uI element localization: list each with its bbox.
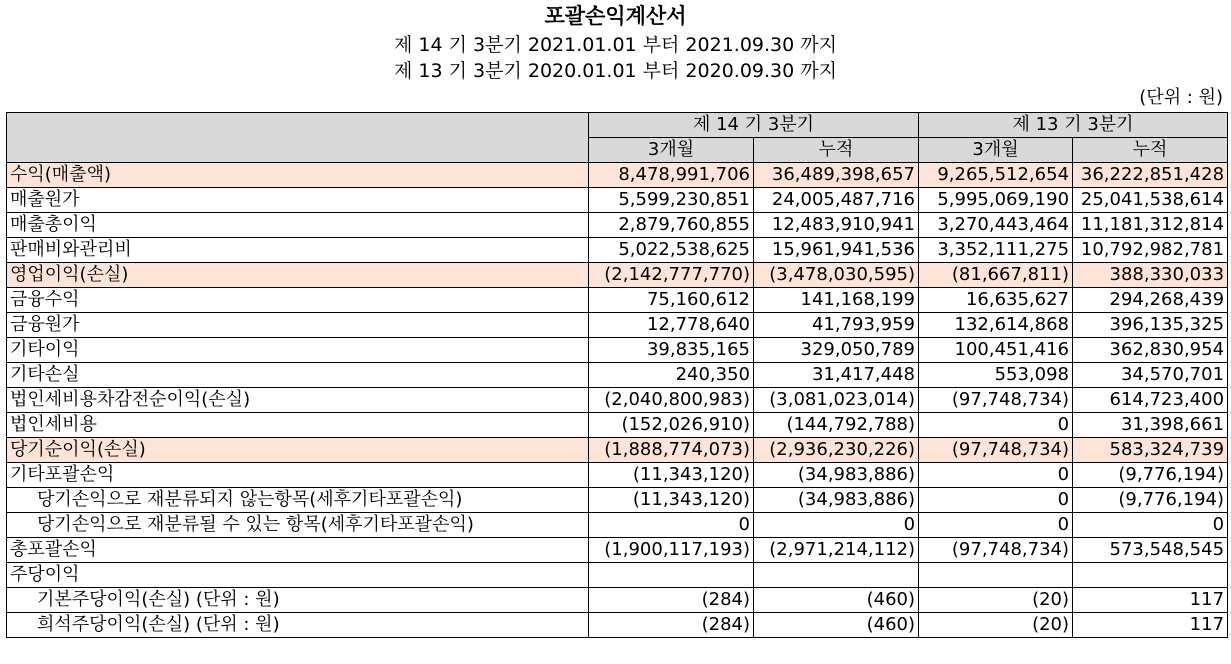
value-prior-3m: 0 (919, 413, 1073, 438)
value-prior-cumulative: (9,776,194) (1073, 488, 1228, 513)
value-current-cumulative: (3,081,023,014) (754, 388, 919, 413)
value-prior-3m: 5,995,069,190 (919, 188, 1073, 213)
row-label: 기타포괄손익 (7, 463, 589, 488)
value-current-3m: (284) (589, 588, 754, 613)
value-prior-3m: 553,098 (919, 363, 1073, 388)
value-current-cumulative: (2,971,214,112) (754, 538, 919, 563)
value-current-cumulative: 141,168,199 (754, 288, 919, 313)
value-current-3m: (284) (589, 613, 754, 638)
value-prior-cumulative: 0 (1073, 513, 1228, 538)
header-prior-cumulative: 누적 (1073, 138, 1228, 163)
row-label: 주당이익 (7, 563, 589, 588)
value-current-cumulative (754, 563, 919, 588)
value-prior-3m: 132,614,868 (919, 313, 1073, 338)
value-prior-cumulative: (9,776,194) (1073, 463, 1228, 488)
header-current-cumulative: 누적 (754, 138, 919, 163)
row-label: 수익(매출액) (7, 163, 589, 188)
statement-body (7, 163, 1228, 638)
row-label: 기타손실 (7, 363, 589, 388)
table-row (7, 288, 1228, 313)
value-prior-cumulative: 11,181,312,814 (1073, 213, 1228, 238)
value-prior-3m: 9,265,512,654 (919, 163, 1073, 188)
value-prior-3m (919, 563, 1073, 588)
table-row (7, 588, 1228, 613)
row-label: 금융원가 (7, 313, 589, 338)
value-prior-3m: 3,270,443,464 (919, 213, 1073, 238)
value-current-3m: (11,343,120) (589, 463, 754, 488)
value-prior-3m: 0 (919, 488, 1073, 513)
header-group-prior: 제 13 기 3분기 (919, 113, 1228, 138)
table-row (7, 263, 1228, 288)
value-prior-cumulative: 117 (1073, 588, 1228, 613)
value-current-cumulative: 36,489,398,657 (754, 163, 919, 188)
value-prior-3m: 100,451,416 (919, 338, 1073, 363)
value-prior-3m: 3,352,111,275 (919, 238, 1073, 263)
value-current-cumulative: 15,961,941,536 (754, 238, 919, 263)
table-row (7, 363, 1228, 388)
header-label-cell (7, 113, 589, 163)
value-prior-3m: (20) (919, 613, 1073, 638)
value-current-cumulative: (2,936,230,226) (754, 438, 919, 463)
value-current-cumulative: (34,983,886) (754, 463, 919, 488)
value-current-3m: 8,478,991,706 (589, 163, 754, 188)
value-current-3m: (11,343,120) (589, 488, 754, 513)
value-prior-cumulative: 388,330,033 (1073, 263, 1228, 288)
value-prior-3m: (97,748,734) (919, 438, 1073, 463)
income-statement-table (6, 112, 1228, 638)
value-current-3m: 2,879,760,855 (589, 213, 754, 238)
value-prior-cumulative: 396,135,325 (1073, 313, 1228, 338)
header-prior-3m: 3개월 (919, 138, 1073, 163)
value-current-cumulative: 41,793,959 (754, 313, 919, 338)
value-current-3m: 0 (589, 513, 754, 538)
table-row (7, 163, 1228, 188)
value-current-3m: 5,599,230,851 (589, 188, 754, 213)
value-prior-cumulative: 294,268,439 (1073, 288, 1228, 313)
value-prior-cumulative: 36,222,851,428 (1073, 163, 1228, 188)
row-label: 희석주당이익(손실) (단위 : 원) (7, 613, 589, 638)
row-label: 총포괄손익 (7, 538, 589, 563)
value-prior-cumulative: 573,548,545 (1073, 538, 1228, 563)
value-current-3m (589, 563, 754, 588)
value-current-3m: (1,900,117,193) (589, 538, 754, 563)
value-prior-3m: (97,748,734) (919, 388, 1073, 413)
value-current-cumulative: (460) (754, 588, 919, 613)
row-label: 매출총이익 (7, 213, 589, 238)
statement-title: 포괄손익계산서 (544, 4, 687, 28)
value-current-cumulative: (34,983,886) (754, 488, 919, 513)
value-prior-3m: 0 (919, 463, 1073, 488)
value-current-3m: (2,142,777,770) (589, 263, 754, 288)
table-row (7, 313, 1228, 338)
table-row (7, 463, 1228, 488)
value-current-cumulative: 12,483,910,941 (754, 213, 919, 238)
value-current-cumulative: 329,050,789 (754, 338, 919, 363)
value-current-3m: 240,350 (589, 363, 754, 388)
value-prior-cumulative: 10,792,982,781 (1073, 238, 1228, 263)
value-prior-cumulative (1073, 563, 1228, 588)
value-prior-3m: 0 (919, 513, 1073, 538)
table-row (7, 538, 1228, 563)
value-prior-cumulative: 25,041,538,614 (1073, 188, 1228, 213)
table-row (7, 513, 1228, 538)
row-label: 기타이익 (7, 338, 589, 363)
value-current-3m: 75,160,612 (589, 288, 754, 313)
table-row (7, 388, 1228, 413)
header-group-current: 제 14 기 3분기 (589, 113, 919, 138)
header-current-3m: 3개월 (589, 138, 754, 163)
value-prior-3m: 16,635,627 (919, 288, 1073, 313)
value-prior-3m: (97,748,734) (919, 538, 1073, 563)
value-prior-cumulative: 362,830,954 (1073, 338, 1228, 363)
value-current-3m: (152,026,910) (589, 413, 754, 438)
value-prior-cumulative: 34,570,701 (1073, 363, 1228, 388)
row-label: 기본주당이익(손실) (단위 : 원) (7, 588, 589, 613)
table-row (7, 213, 1228, 238)
value-prior-cumulative: 117 (1073, 613, 1228, 638)
period-current: 제 14 기 3분기 2021.01.01 부터 2021.09.30 까지 (394, 34, 837, 56)
value-current-3m: 39,835,165 (589, 338, 754, 363)
row-label: 법인세비용차감전순이익(손실) (7, 388, 589, 413)
table-row (7, 488, 1228, 513)
value-current-cumulative: (144,792,788) (754, 413, 919, 438)
value-current-3m: (2,040,800,983) (589, 388, 754, 413)
row-label: 당기손익으로 재분류되지 않는항목(세후기타포괄손익) (7, 488, 589, 513)
value-prior-3m: (81,667,811) (919, 263, 1073, 288)
value-current-3m: (1,888,774,073) (589, 438, 754, 463)
value-current-cumulative: (3,478,030,595) (754, 263, 919, 288)
value-prior-cumulative: 583,324,739 (1073, 438, 1228, 463)
table-row (7, 238, 1228, 263)
value-current-cumulative: (460) (754, 613, 919, 638)
row-label: 당기손익으로 재분류될 수 있는 항목(세후기타포괄손익) (7, 513, 589, 538)
row-label: 금융수익 (7, 288, 589, 313)
table-row (7, 438, 1228, 463)
value-prior-3m: (20) (919, 588, 1073, 613)
row-label: 당기순이익(손실) (7, 438, 589, 463)
value-current-3m: 12,778,640 (589, 313, 754, 338)
table-row (7, 613, 1228, 638)
value-current-cumulative: 0 (754, 513, 919, 538)
row-label: 영업이익(손실) (7, 263, 589, 288)
value-current-3m: 5,022,538,625 (589, 238, 754, 263)
value-prior-cumulative: 614,723,400 (1073, 388, 1228, 413)
table-row (7, 413, 1228, 438)
row-label: 매출원가 (7, 188, 589, 213)
table-row (7, 338, 1228, 363)
row-label: 법인세비용 (7, 413, 589, 438)
table-row (7, 188, 1228, 213)
value-current-cumulative: 31,417,448 (754, 363, 919, 388)
table-row (7, 563, 1228, 588)
unit-label: (단위 : 원) (1139, 87, 1223, 108)
value-current-cumulative: 24,005,487,716 (754, 188, 919, 213)
value-prior-cumulative: 31,398,661 (1073, 413, 1228, 438)
row-label: 판매비와관리비 (7, 238, 589, 263)
period-prior: 제 13 기 3분기 2020.01.01 부터 2020.09.30 까지 (394, 60, 837, 82)
